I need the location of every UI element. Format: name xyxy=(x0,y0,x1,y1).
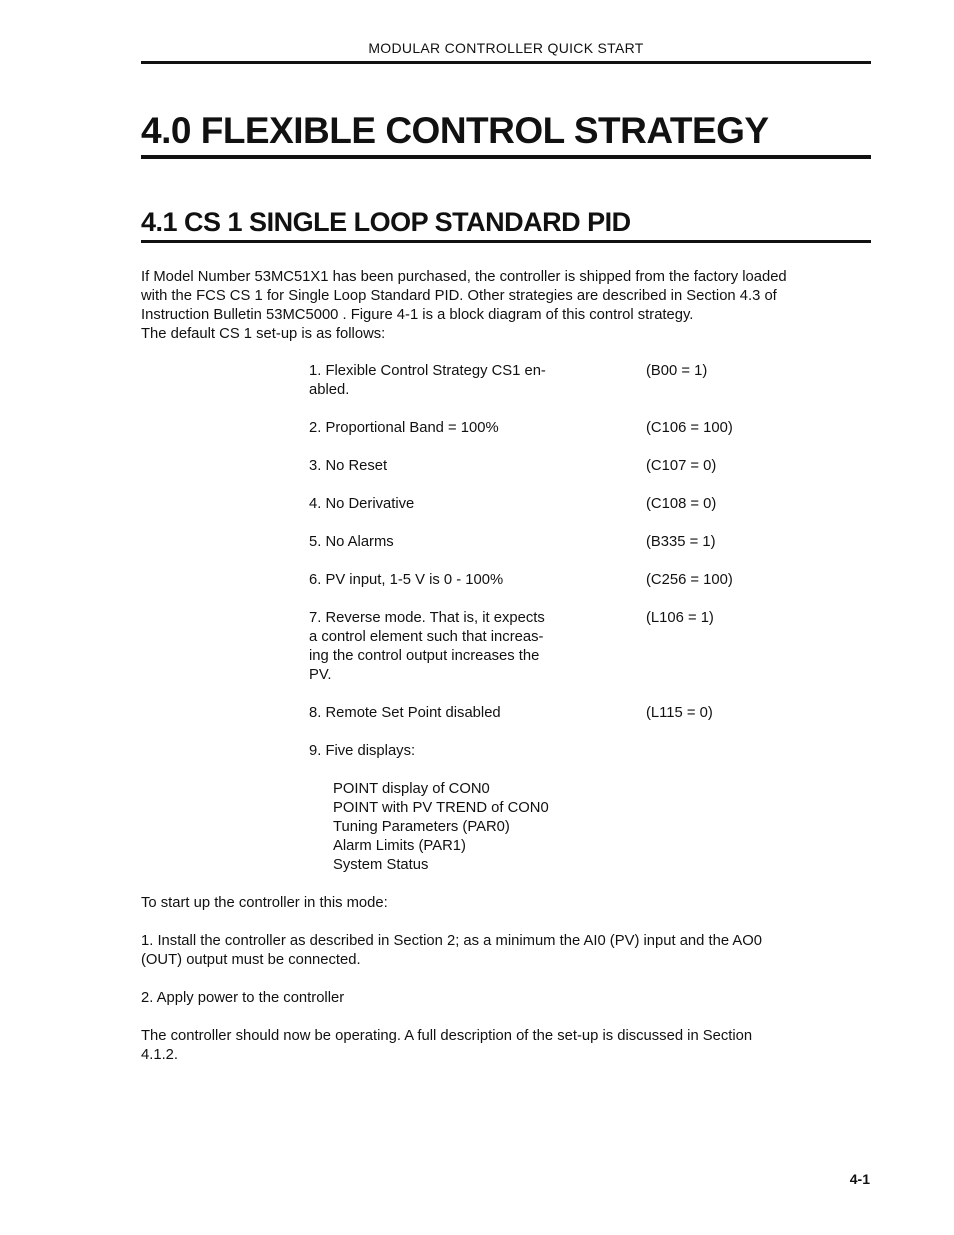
setting-code: (B335 = 1) xyxy=(646,534,716,550)
display-item: System Status xyxy=(333,857,429,873)
setting-code: (C256 = 100) xyxy=(646,572,733,588)
setting-label-line: ing the control output increases the xyxy=(309,648,540,664)
setting-code: (C106 = 100) xyxy=(646,420,733,436)
intro-line: Instruction Bulletin 53MC5000 . Figure 4-1 is a block diagram of this control strategy. xyxy=(141,307,694,323)
startup-step-1-line: (OUT) output must be connected. xyxy=(141,952,361,968)
setting-code: (L115 = 0) xyxy=(646,705,713,721)
display-list xyxy=(333,780,549,875)
chapter-title: 4.0 FLEXIBLE CONTROL STRATEGY xyxy=(141,110,769,151)
closing-line: 4.1.2. xyxy=(141,1047,179,1063)
setting-code: (L106 = 1) xyxy=(646,610,714,626)
setting-label xyxy=(309,362,579,400)
closing-line: The controller should now be operating. A full description of the set-up is discussed in Section xyxy=(141,1028,753,1044)
setting-label-line: abled. xyxy=(309,382,350,398)
page-number: 4-1 xyxy=(849,1171,870,1187)
setting-label: 8. Remote Set Point disabled xyxy=(309,705,501,721)
startup-step-1-line: 1. Install the controller as described in Section 2; as a minimum the AI0 (PV) input and the AO0 xyxy=(141,933,762,949)
setting-label-line: PV. xyxy=(309,667,332,683)
display-item: Alarm Limits (PAR1) xyxy=(333,838,466,854)
startup-step-2: 2. Apply power to the controller xyxy=(141,990,345,1006)
setting-label: 5. No Alarms xyxy=(309,534,394,550)
intro-paragraph xyxy=(141,268,871,344)
section-title: 4.1 CS 1 SINGLE LOOP STANDARD PID xyxy=(141,207,631,237)
setting-label: 4. No Derivative xyxy=(309,496,415,512)
chapter-rule xyxy=(141,155,871,159)
startup-intro: To start up the controller in this mode: xyxy=(141,895,388,911)
setting-label: 3. No Reset xyxy=(309,458,388,474)
setting-label-line: a control element such that increas- xyxy=(309,629,544,645)
running-header: MODULAR CONTROLLER QUICK START xyxy=(368,40,644,56)
setting-code: (C108 = 0) xyxy=(646,496,717,512)
display-item: Tuning Parameters (PAR0) xyxy=(333,819,510,835)
setting-label xyxy=(309,609,579,685)
setting-label-line: 1. Flexible Control Strategy CS1 en- xyxy=(309,363,546,379)
intro-line: with the FCS CS 1 for Single Loop Standard PID. Other strategies are described in Section 4.3 of xyxy=(141,288,777,304)
header-rule xyxy=(141,61,871,64)
closing-paragraph xyxy=(141,1027,871,1065)
section-rule xyxy=(141,240,871,243)
display-item: POINT display of CON0 xyxy=(333,781,490,797)
setting-code: (C107 = 0) xyxy=(646,458,717,474)
intro-line: The default CS 1 set-up is as follows: xyxy=(141,326,386,342)
setting-label: 2. Proportional Band = 100% xyxy=(309,420,499,436)
setting-code: (B00 = 1) xyxy=(646,363,708,379)
setting-label-line: 7. Reverse mode. That is, it expects xyxy=(309,610,545,626)
display-item: POINT with PV TREND of CON0 xyxy=(333,800,549,816)
setting-label: 6. PV input, 1-5 V is 0 - 100% xyxy=(309,572,504,588)
startup-step-1 xyxy=(141,932,871,970)
intro-line: If Model Number 53MC51X1 has been purchased, the controller is shipped from the factory loaded xyxy=(141,269,787,285)
setting-label: 9. Five displays: xyxy=(309,743,416,759)
